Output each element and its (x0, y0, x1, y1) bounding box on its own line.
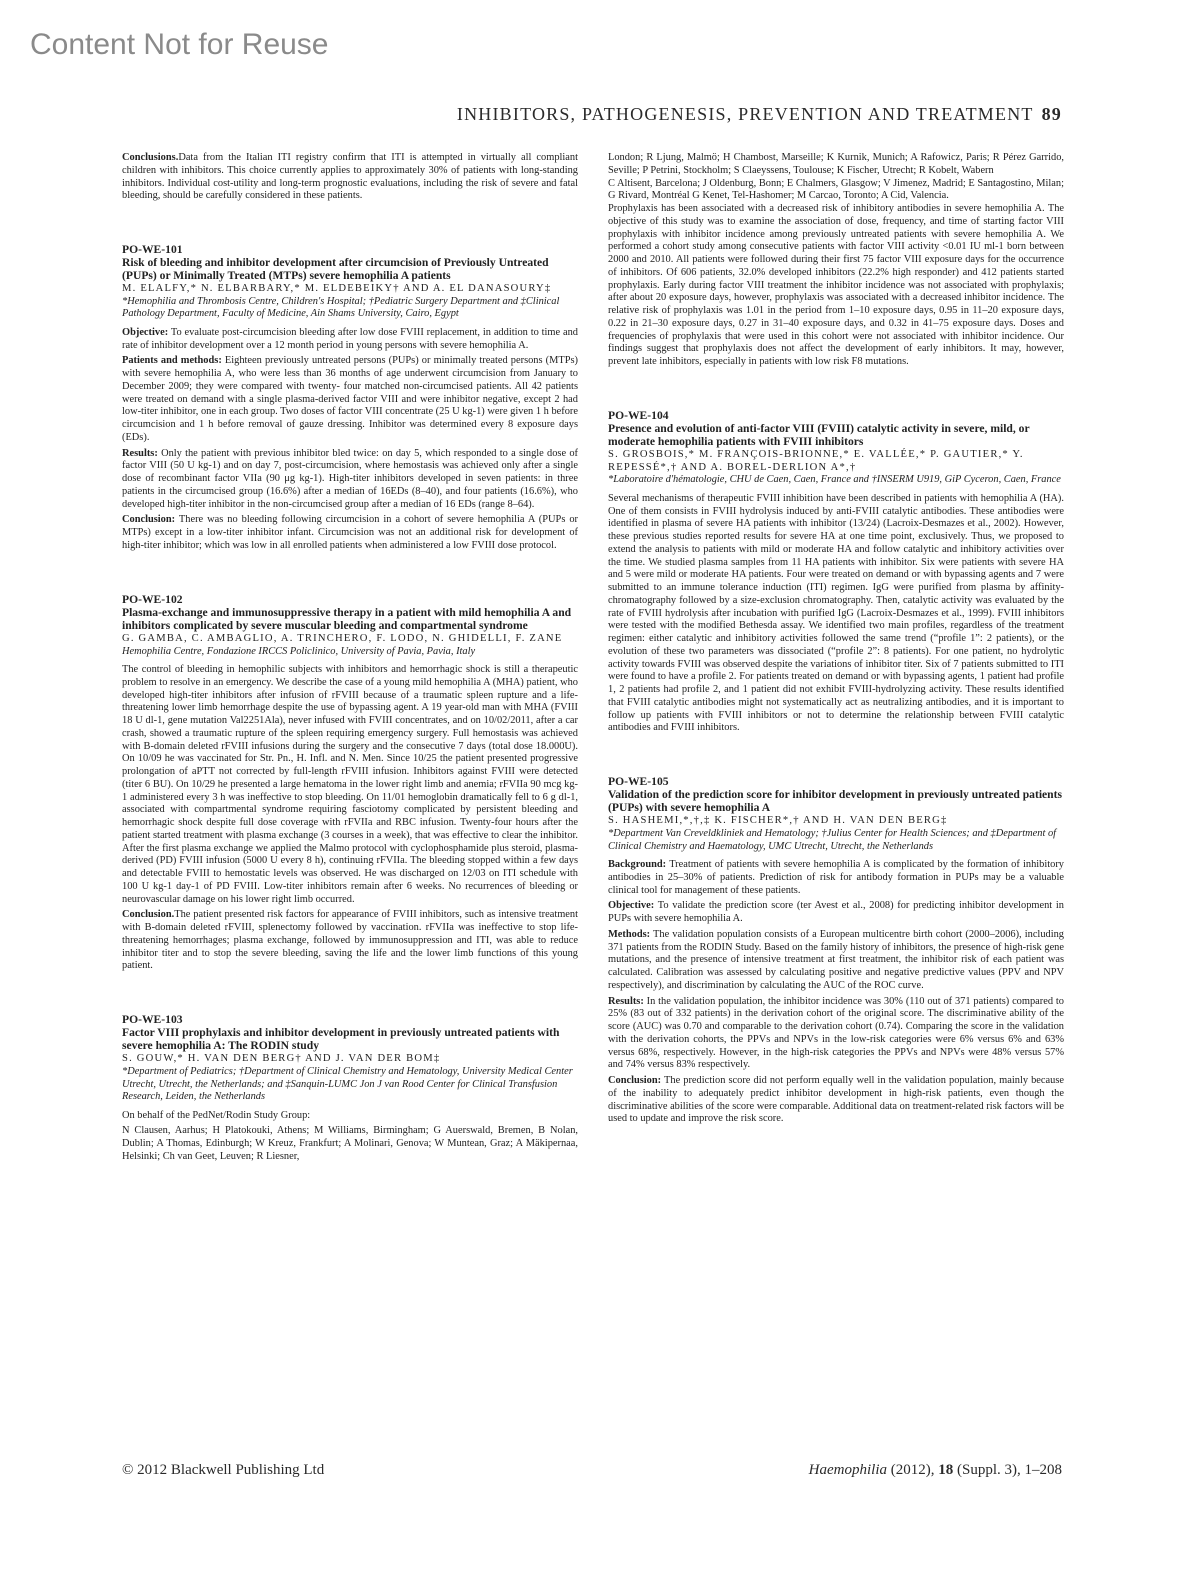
abstract-id: PO-WE-104 (608, 408, 669, 422)
study-group-intro: On behalf of the PedNet/Rodin Study Group: (122, 1109, 311, 1121)
paragraph: Prophylaxis has been associated with a decreased risk of inhibitory antibodies in severe hemophilia A. The objective of this study was to examine the association of dose, frequency, and time of starting factor VIII prophylaxis with inhibitor incidence among previously untreated patients with severe hemophilia A. We performed a cohort study among consecutive patients with factor VIII activity <0.01 IU ml-1 born between 2000 and 2010. All patients were followed during their first 75 factor VIII exposure days for the occurrence of inhibitors. Of 606 patients, 32.0% developed inhibitors (22.2% high responder) and 412 patients started prophylaxis. Early during factor VIII treatment the inhibitor incidence was not associated with prophylaxis; after about 20 exposure days, however, prophylaxis was associated with a decreased inhibitor incidence. The relative risk of prophylaxis was 1.01 in the period from 1–10 exposure days, 0.95 in 11–20 exposure days, 0.22 in 21–30 exposure days, 0.27 in 31–40 exposure days, and 0.32 in 41–75 exposure days. Doses and frequencies of prophylaxis that were used in this cohort were not associated with inhibitor incidence. Our findings suggest that prophylaxis does not affect the development of early inhibitors. It may, however, prevent late inhibitors, especially in patients with low risk F8 mutations. (608, 203, 1064, 367)
section-title: INHIBITORS, PATHOGENESIS, PREVENTION AND TREATMENT (456, 104, 1034, 124)
paragraph: The validation population consists of a European multicentre birth cohort (2000–2006), including 371 patients from the RODIN Study. Based on the family history of inhibitors, the presence of high-risk gene mutations, and the presence of intensive treatment at first treatment, the inhibitor risk of each patient was calculated. Calibration was assessed by calculating positive and negative predictive values (PPV and NPV respectively), and discrimination by calculating the AUC of the ROC curve. (608, 928, 1064, 991)
author-list: S. HASHEMI,*,†,‡ K. FISCHER*,† AND H. VAN DEN BERG‡ (608, 815, 948, 827)
abstract-id: PO-WE-105 (608, 775, 669, 789)
page-number: 89 (1041, 104, 1062, 124)
section-label: Methods: (608, 928, 651, 940)
abstract-po-we-104 (608, 409, 1064, 735)
paragraph: Data from the Italian ITI registry confirm that ITI is attempted in virtually all compliant children with inhibitors. This choice currently applies to approximately 30% of patients with long-standing inhibitors. Individual cost-utility and long-term prognostic evaluations, including the risk of severe and fatal bleeding, should be carefully considered in these patients. (122, 152, 578, 202)
running-header (380, 104, 1062, 125)
affiliation: *Department Van Creveldkliniek and Hematology; †Julius Center for Health Sciences; and ‡Department of Clinical Chemistry and Haematology, UMC Utrecht, Utrecht, the Netherlands (608, 827, 1057, 852)
paragraph: To evaluate post-circumcision bleeding after low dose FVIII replacement, in addition to time and rate of inhibitor development over a 12 month period in young persons with severe hemophilia A. (122, 326, 578, 351)
citation-supplement: (Suppl. 3), 1–208 (957, 1462, 1062, 1478)
affiliation: *Hemophilia and Thrombosis Centre, Children's Hospital; †Pediatric Surgery Department and ‡Clinical Pathology Department, Faculty of Medicine, Ain Shams University, Cairo, Egypt (122, 295, 560, 320)
abstract-po-we-102 (122, 593, 578, 973)
abstract-id: PO-WE-102 (122, 592, 183, 606)
section-label: Objective: (122, 326, 169, 338)
author-list: S. GOUW,* H. VAN DEN BERG† AND J. VAN DER BOM‡ (122, 1053, 441, 1065)
paragraph: To validate the prediction score (ter Avest et al., 2008) for predicting inhibitor development in PUPs with severe hemophilia A. (608, 900, 1065, 925)
abstract-po-we-103-continued (608, 152, 1064, 369)
watermark: Content Not for Reuse (30, 28, 329, 61)
section-label: Results: (608, 995, 644, 1007)
study-group-members: N Clausen, Aarhus; H Platokouki, Athens; M Williams, Birmingham; G Auerswald, Bremen, B Nolan, Dublin; A Thomas, Edinburgh; W Kreuz, Frankfurt; A Molinari, Genova; W Muntean, Graz; A Mäkipernaa, Helsinki; Ch van Geet, Leuven; R Liesner, (122, 1125, 578, 1162)
abstract-title: Validation of the prediction score for inhibitor development in previously untreated patients (PUPs) with severe hemophilia A (608, 788, 1063, 815)
abstract-po-we-105 (608, 775, 1064, 1126)
study-group-members: C Altisent, Barcelona; J Oldenburg, Bonn; E Chalmers, Glasgow; V Jimenez, Madrid; E Santagostino, Milan; G Rivard, Montréal G Kenet, Tel-Hashomer; M Carcao, Toronto; A Cid, Valencia. (608, 177, 1064, 202)
section-label: Patients and methods: (122, 355, 222, 367)
abstract-id: PO-WE-103 (122, 1013, 183, 1027)
journal-name: Haemophilia (808, 1462, 887, 1478)
author-list: G. GAMBA, C. AMBAGLIO, A. TRINCHERO, F. LODO, N. GHIDELLI, F. ZANE (122, 632, 563, 644)
paragraph: The patient presented risk factors for appearance of FVIII inhibitors, such as intensive treatment with B-domain deleted rFVIII, splenectomy followed by vaccination. rFVIIa was ineffective to stop life-threatening hemorrhages; plasma exchange, followed by immunosuppression and ITI, was able to reduce inhibitor titer and to stop the severe bleeding, saving the life and the lower limb functions of this young patient. (122, 909, 578, 972)
paragraph: The prediction score did not perform equally well in the validation population, mainly because of the inability to adequately predict inhibitor development in high-risk patients, even though the discriminative abilities of the score were comparable. Additional data on treatment-related risk factors will be used to update and improve the risk score. (608, 1075, 1064, 1125)
paragraph: Treatment of patients with severe hemophilia A is complicated by the formation of inhibitory antibodies in 25–30% of patients. Prediction of risk for antibody formation in PUPs may be a valuable clinical tool for management of these patients. (608, 859, 1064, 896)
abstract-po-we-103 (122, 1013, 578, 1164)
section-label: Conclusion. (122, 909, 175, 921)
affiliation: *Department of Pediatrics; †Department of Clinical Chemistry and Hematology, University Medical Center Utrecht, Utrecht, the Netherlands; and ‡Sanquin-LUMC Jon J van Rood Center for Clinical Transfusion Research, Leiden, the Netherlands (122, 1065, 573, 1103)
paragraph: Several mechanisms of therapeutic FVIII inhibition have been described in patients with hemophilia A (HA). One of them consists in FVIII hydrolysis induced by anti-FVIII catalytic antibodies. These antibodies were identified in plasma of severe HA patients with inhibitor (13/24) (Lacroix-Desmazes et al., 2002). However, these previous studies reported results for severe HA at one time point, exclusively. Thus, we proposed to extend the analysis to patients with mild or moderate HA and follow catalytic and inhibitory activities over the time. We studied plasma samples from 11 HA patients with inhibitor. Six were patients with severe HA and 5 were mild or moderate HA patients. Four were treated on demand or with bypassing agents and 7 were submitted to an immune tolerance induction (ITI) regimen. IgG were purified from plasma by affinity-chromatography followed by a size-exclusion chromatography. Then, catalytic activity was evaluated by the rate of FVIII hydrolysis after incubation with purified IgG (Lacroix-Desmazes et al., 1999). FVIII inhibitors were tested with the modified Bethesda assay. We identified two main profiles, regardless of the treatment regimen: either catalytic and inhibitory activities followed the same trend (“profile 1”: 2 patients), or the evolution of these two parameters was dissociated (“profile 2”: 8 patients). For one patient, no hydrolytic activity towards FVIII was observed despite the variations of inhibitor titer. Six of 7 patients submitted to ITI were found to have a profile 2. For patients treated on demand or with bypassing agents, 1 patient had profile 1, 2 patients had profile 2, and 1 patient did not exhibit FVIII-hydrolyzing activity. These results identified that FVIII catalytic antibodies might not systematically act as neutralizing antibodies, and it is important to follow up patients with FVIII inhibitors or not to determine the relationship between FVIII catalytic antibodies and FVIII inhibitors. (608, 492, 1064, 734)
abstract-id: PO-WE-101 (122, 243, 183, 256)
abstract-po-we-101 (122, 243, 578, 553)
section-label: Results: (122, 447, 158, 459)
author-list: S. GROSBOIS,* M. FRANÇOIS-BRIONNE,* E. VALLÉE,* P. GAUTIER,* Y. REPESSÉ*,† AND A. BOREL-DERLION A*,† (608, 448, 1024, 473)
paragraph: In the validation population, the inhibitor incidence was 30% (110 out of 371 patients) compared to 25% (83 out of 332 patients) in the derivation cohort of the original score. The discriminative ability of the score (AUC) was 0.70 and comparable to the derivation cohort (0.74). Comparing the score in the validation with the derivation cohorts, the PPVs and NPVs in the low-risk categories were 6% versus 6% and 63% versus 68%, respectively. However, in the high-risk categories the PPVs and NPVs were 48% versus 57% and 74% versus 83% respectively. (608, 995, 1064, 1071)
abstract-title: Factor VIII prophylaxis and inhibitor development in previously untreated patients with severe hemophilia A: The RODIN study (122, 1026, 560, 1053)
citation-year: (2012), (890, 1462, 935, 1478)
section-label: Objective: (608, 900, 655, 912)
abstract-title: Risk of bleeding and inhibitor development after circumcision of Previously Untreated (PUPs) or Minimally Treated (MTPs) severe hemophilia A patients (122, 256, 549, 282)
section-label: Conclusion: (122, 514, 176, 526)
left-column (122, 152, 578, 1167)
paragraph: The control of bleeding in hemophilic subjects with inhibitors and hemorrhagic shock is still a therapeutic problem to resolve in an emergency. We describe the case of a young mild hemophilia A (MHA) patient, who developed high-titer inhibitors after infusion of rFVIII because of a traumatic spleen rupture and a life-threatening lower limb hemorrhage despite the use of bypassing agent. A 19 year-old man with MHA (FVIII 18 U dl-1, gene mutation Val2251Ala), never infused with FVIII concentrates, and on 10/02/2011, after a car crash, showed a traumatic rupture of the spleen requiring emergency surgery. Full hemostasis was achieved with B-domain deleted rFVIII infusions during the surgery and the consecutive 7 days (total dose 18.000U). On 10/09 he was vaccinated for Str. Pn., H. Infl. and N. Men. Since 10/25 the patient presented progressive prolongation of aPTT not corrected by full-length rFVIII infusion. Inhibitors against FVIII were detected (titer 6 BU). On 10/29 he presented a large hematoma in the lower right limb and anemia; rFVIIa 90 mcg kg-1 administered every 3 h was ineffective to stop bleeding. On 11/01 hemoglobin dramatically fell to 6 g dl-1, associated with compartmental syndrome requiring fasciotomy complicated by persistent bleeding and hemorrhagic shock despite full dose coverage with rFVIIa and RBC infusion. Twenty-four hours after the patient started treatment with plasma exchange (3 courses in a week), that was effective to clear the inhibitor. After the first plasma exchange we applied the Malmo protocol with cyclophosphamide plus steroid, plasma-derived (PD) FVIII infusion (5000 U every 8 h), continuing rFVIIa. The bleeding stopped within a few days and detectable FVIII to hemostatic levels was observed. He was discharged on 12/03 on ITI schedule with 100 U kg-1 day-1 of PD FVIII. Low-titer inhibitors remain after 6 weeks. No recurrences of bleeding or neurovascular damage on his lower right limb occurred. (122, 664, 578, 905)
study-group-members: London; R Ljung, Malmö; H Chambost, Marseille; K Kurnik, Munich; A Rafowicz, Paris; R Pérez Garrido, Seville; P Petrini, Stockholm; S Claeyssens, Toulouse; K Fischer, Utrecht; R Kobelt, Wabern (608, 152, 1064, 176)
paragraph: There was no bleeding following circumcision in a cohort of severe hemophilia A (PUPs or MTPs) except in a low-titer inhibitor infant. Circumcision was not an additional risk for development of high-titer inhibitor; which was low in all enrolled patients when administered a low FVIII dose protocol. (122, 514, 578, 551)
paragraph: Only the patient with previous inhibitor bled twice: on day 5, which responded to a single dose of factor VIII (50 U kg-1) and on day 7, post-circumcision, where hemostasis was achieved only after a single dose of recombinant factor VIIa (90 μg kg-1). High-titer inhibitors developed in seven patients: in three patients in the circumcised group (16.6%) after a median of 16EDs (8–40), and four patients (16.6%), who developed high-titer inhibitor in the non-circumcised group after a median of 16 EDs (range 8–64). (122, 447, 578, 510)
footer-citation (809, 1462, 1062, 1479)
affiliation: Hemophilia Centre, Fondazione IRCCS Policlinico, University of Pavia, Pavia, Italy (122, 645, 476, 657)
author-list: M. ELALFY,* N. ELBARBARY,* M. ELDEBEIKY† AND A. EL DANASOURY‡ (122, 283, 552, 294)
abstract-title: Presence and evolution of anti-factor VIII (FVIII) catalytic activity in severe, mild, or moderate hemophilia patients with FVIII inhibitors (608, 421, 1030, 448)
abstract-title: Plasma-exchange and immunosuppressive therapy in a patient with mild hemophilia A and inhibitors complicated by severe muscular bleeding and compartmental syndrome (122, 605, 572, 632)
section-label: Conclusion: (608, 1075, 662, 1087)
citation-volume: 18 (938, 1462, 954, 1478)
affiliation: *Laboratoire d'hématologie, CHU de Caen, Caen, France and †INSERM U919, GiP Cyceron, Caen, France (608, 474, 1061, 486)
footer-copyright: © 2012 Blackwell Publishing Ltd (122, 1462, 325, 1478)
abstract-continuation (122, 152, 578, 203)
section-label: Background: (608, 859, 667, 871)
right-column (608, 152, 1064, 1129)
section-label: Conclusions. (122, 152, 179, 163)
paragraph: Eighteen previously untreated persons (PUPs) or minimally treated persons (MTPs) with severe hemophilia A, who were less than 36 months of age underwent circumcision from January to December 2009; they were compared with twenty- four matched non-circumcised patients. All 42 patients were treated on demand with a single plasma-derived factor VIII and were inhibitor negative, except 2 had low-titer inhibitor, one in each group. Two doses of factor VIII concentrate (25 U kg-1) were given 1 h before circumcision and 1 h before removal of gauze dressing. Inhibitor was determined every 8 exposure days (EDs). (122, 355, 579, 443)
